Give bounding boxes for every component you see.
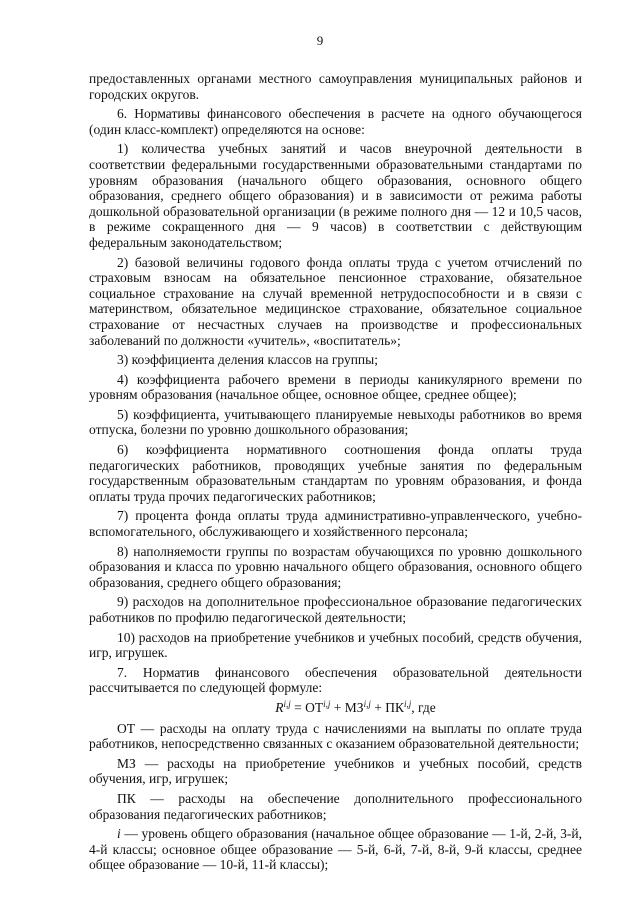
paragraph: предоставленных органами местного самоуправления муниципальных районов и городских округов. <box>89 71 582 102</box>
formula-superscript: i,j <box>323 698 331 709</box>
list-item: 7) процента фонда оплаты труда административно-управленческого, учебно-вспомогательного, обслуживающего и хозяйственного персонала; <box>89 508 582 540</box>
list-item: 9) расходов на дополнительное профессиональное образование педагогических работников по профилю педагогической деятельности; <box>89 594 582 625</box>
formula-term-pk: + ПК <box>370 699 404 715</box>
list-item: 4) коэффициента рабочего времени в периоды каникулярного времени по уровням образования (начальное общее, основное общее, среднее общее); <box>89 371 582 403</box>
formula-term-ot: = ОТ <box>290 699 324 715</box>
list-item: 2) базовой величины годового фонда оплаты труда с учетом отчислений по страховым взносам на обязательное пенсионное страхование, обязательное социальное страхование на случай временной нетрудоспособности и в связи с материнством, обязательное медицинское страхование, обязательное социальное страхование от несчастных случаев на производстве и профессиональных заболеваний по должности «учитель», «воспитатель»; <box>89 254 582 348</box>
definition-symbol: i <box>117 826 121 842</box>
formula <box>129 700 582 716</box>
paragraph: 6. Нормативы финансового обеспечения в расчете на одного обучающегося (один класс-комплект) определяются на основе: <box>89 106 582 137</box>
list-item: 8) наполняемости группы по возрастам обучающихся по уровню дошкольного образования и класса по уровню начального общего образования, основного общего образования, среднего общего образования; <box>89 543 582 590</box>
document-body <box>89 71 582 877</box>
formula-lhs: R <box>275 699 284 715</box>
page-number: 9 <box>316 33 324 48</box>
formula-superscript: i,j <box>363 698 371 709</box>
formula-term-mz: + МЗ <box>330 699 364 715</box>
formula-superscript: i,j <box>283 698 291 709</box>
formula-tail: , где <box>411 699 436 715</box>
definition: ПК — расходы на обеспечение дополнительного профессионального образования педагогических работников; <box>89 790 582 822</box>
list-item: 10) расходов на приобретение учебников и учебных пособий, средств обучения, игр, игрушек. <box>89 629 582 661</box>
list-item: 3) коэффициента деления классов на группы; <box>117 352 378 368</box>
formula-superscript: i,j <box>403 698 412 709</box>
definition: ОТ — расходы на оплату труда с начислениями на выплаты по оплате труда работников, непосредственно связанных с оказанием образовательной деятельности; <box>89 720 582 752</box>
definition-text: — уровень общего образования (начальное общее образование — 1-й, 2-й, 3-й, 4-й классы; основное общее образование — 5-й, 6-й, 7-й, 8-й, 9-й классы, среднее общее образование — 10-й, 11-й классы); <box>89 826 582 873</box>
list-item: 1) количества учебных занятий и часов внеурочной деятельности в соответствии федеральными государственными образовательными стандартами по уровням образования (начального общего образования, основного общего образования, среднего общего образования) и в зависимости от режима работы дошкольной образовательной организации (в режиме полного дня — 12 и 10,5 часов, в режиме сокращенного дня — 9 часов) в соответствии с действующим федеральным законодательством; <box>89 141 582 250</box>
definition: МЗ — расходы на приобретение учебников и учебных пособий, средств обучения, игр, игрушек; <box>89 755 582 787</box>
paragraph: 7. Норматив финансового обеспечения образовательной деятельности рассчитывается по следующей формуле: <box>89 664 582 696</box>
list-item: 5) коэффициента, учитывающего планируемые невыходы работников во время отпуска, болезни по уровню дошкольного образования; <box>89 406 582 438</box>
definition <box>89 826 582 873</box>
list-item: 6) коэффициента нормативного соотношения фонда оплаты труда педагогических работников, проводящих учебные занятия по федеральным государственным образовательным стандартам по уровням образования, и фонда оплаты труда прочих педагогических работников; <box>89 442 582 504</box>
